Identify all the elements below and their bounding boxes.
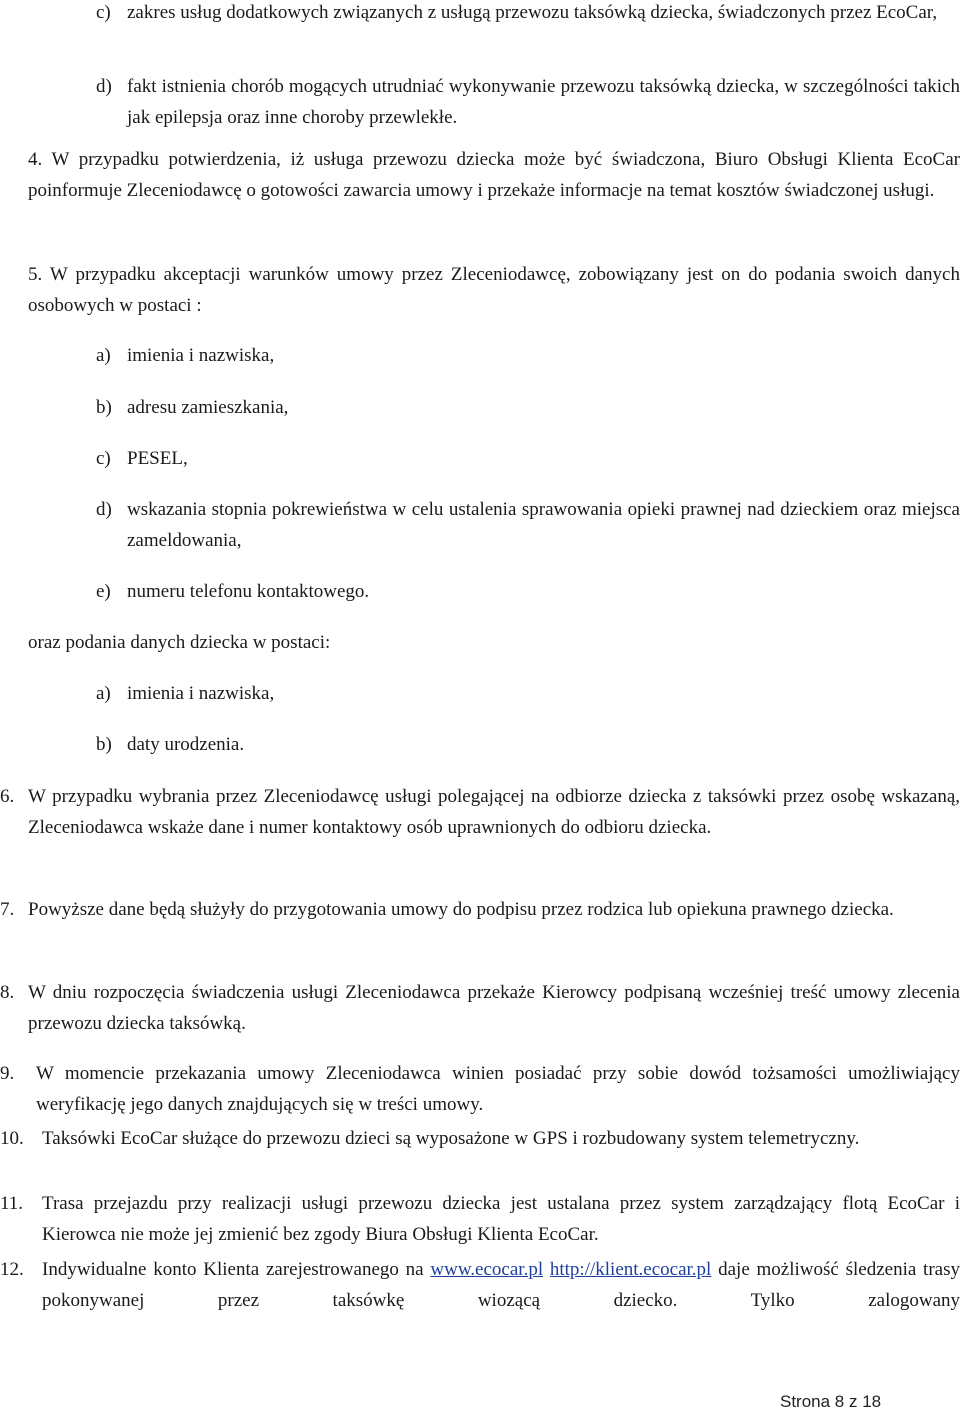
paragraph-text: Powyższe dane będą służyły do przygotowania umowy do podpisu przez rodzica lub opiekuna prawnego dziecka. [28,899,894,920]
list-item-text: fakt istnienia chorób mogących utrudniać wykonywanie przewozu taksówką dziecka, w szczególności takich jak epilepsja oraz inne choroby przewlekłe. [127,76,960,128]
list-marker: d) [96,76,112,97]
list-item [96,392,960,423]
list-marker: c) [96,2,111,23]
paragraph-text: Trasa przejazdu przy realizacji usługi przewozu dziecka jest ustalana przez system zarządzający flotą EcoCar i Kierowca nie może jej zmienić bez zgody Biura Obsługi Klienta EcoCar. [42,1193,960,1245]
list-marker: c) [96,448,111,469]
list-item-text: zakres usług dodatkowych związanych z usługą przewozu taksówką dziecka, świadczonych przez EcoCar, [127,2,938,23]
numbered-paragraph-9 [0,1058,960,1120]
paragraph-text: W dniu rozpoczęcia świadczenia usługi Zleceniodawca przekaże Kierowcy podpisaną wcześniej treść umowy zlecenia przewozu dziecka taksówką. [28,982,960,1034]
paragraph-text: W momencie przekazania umowy Zleceniodawca winien posiadać przy sobie dowód tożsamości umożliwiający weryfikację jego danych znajdujących się w treści umowy. [36,1063,960,1115]
list-item [96,678,960,709]
numbered-paragraph-4 [28,144,960,206]
paragraph-text-after: daje możliwość śledzenia trasy pokonywanej przez taksówkę wiozącą dziecko. Tylko zalogowany [42,1259,960,1311]
child-data-intro: oraz podania danych dziecka w postaci: [28,632,331,653]
list-marker: d) [96,499,112,520]
paragraph-number: 8. [0,982,15,1003]
numbered-paragraph-6 [0,781,960,843]
paragraph-text: W przypadku wybrania przez Zleceniodawcę usługi polegającej na odbiorze dziecka z taksówki przez osobę wskazaną, Zleceniodawca wskaże dane i numer kontaktowy osób uprawnionych do odbioru dziecka. [28,786,960,838]
paragraph-number: 6. [0,786,15,807]
klient-ecocar-link[interactable]: http://klient.ecocar.pl [549,1259,712,1280]
list-item-text: daty urodzenia. [127,734,245,755]
list-marker: b) [96,734,112,755]
numbered-paragraph-7 [0,894,960,925]
paragraph-number: 9. [0,1063,15,1084]
numbered-paragraph-12 [0,1254,960,1316]
list-marker: e) [96,581,111,602]
list-item [96,494,960,556]
paragraph-text: W przypadku akceptacji warunków umowy przez Zleceniodawcę, zobowiązany jest on do podania swoich danych osobowych w postaci : [28,264,960,316]
paragraph-number: 11. [0,1193,24,1214]
numbered-paragraph-11 [0,1188,960,1250]
list-item [96,71,960,133]
list-item-text: wskazania stopnia pokrewieństwa w celu ustalenia sprawowania opieki prawnej nad dzieckiem oraz miejsca zameldowania, [127,499,960,551]
paragraph-number: 4. [28,149,43,170]
list-item-text: PESEL, [127,448,188,469]
list-item-text: imienia i nazwiska, [127,683,275,704]
paragraph-text-before: Indywidualne konto Klienta zarejestrowanego na [42,1259,424,1280]
numbered-paragraph-10 [0,1123,960,1154]
paragraph-number: 12. [0,1259,24,1280]
numbered-paragraph-8 [0,977,960,1039]
list-item [96,729,960,760]
paragraph-text [42,1254,960,1316]
paragraph-number: 10. [0,1128,24,1149]
list-marker: b) [96,397,112,418]
page-number: Strona 8 z 18 [780,1392,882,1411]
list-item-text: adresu zamieszkania, [127,397,289,418]
list-item [96,340,960,371]
paragraph-text: W przypadku potwierdzenia, iż usługa przewozu dziecka może być świadczona, Biuro Obsługi Klienta EcoCar poinformuje Zleceniodawcę o gotowości zawarcia umowy i przekaże informacje na temat kosztów świadczonej usługi. [28,149,960,201]
paragraph-text: Taksówki EcoCar służące do przewozu dzieci są wyposażone w GPS i rozbudowany system telemetryczny. [42,1128,860,1149]
paragraph-number: 7. [0,899,15,920]
list-marker: a) [96,345,111,366]
ecocar-link[interactable]: www.ecocar.pl [430,1259,544,1280]
list-marker: a) [96,683,111,704]
list-item [96,576,960,607]
paragraph-number: 5. [28,264,43,285]
list-item [96,443,960,474]
list-item-text: numeru telefonu kontaktowego. [127,581,370,602]
list-item [96,0,960,28]
numbered-paragraph-5 [28,259,960,321]
list-item-text: imienia i nazwiska, [127,345,275,366]
